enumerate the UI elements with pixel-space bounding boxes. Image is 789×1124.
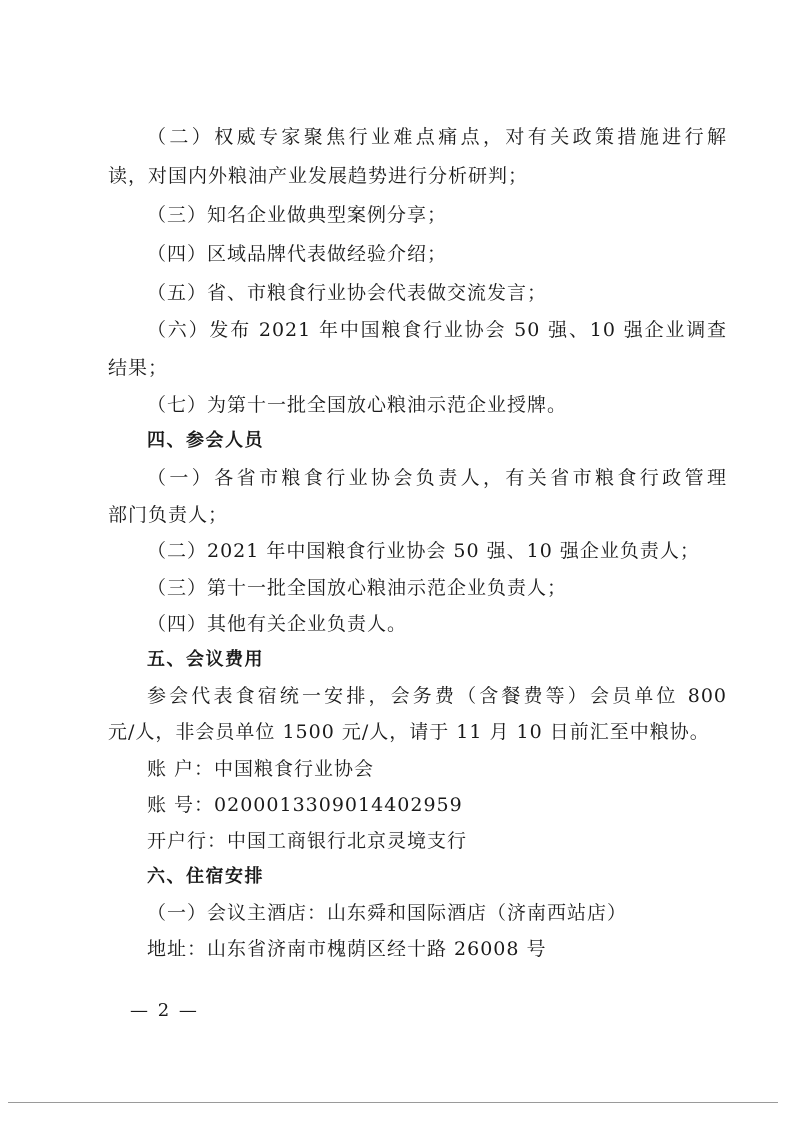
paragraph-line: 读，对国内外粮油产业发展趋势进行分析研判； bbox=[108, 165, 529, 187]
paragraph-line: （六）发布 2021 年中国粮食行业协会 50 强、10 强企业调查 bbox=[147, 319, 727, 341]
paragraph-line: 元/人，非会员单位 1500 元/人，请于 11 月 10 日前汇至中粮协。 bbox=[108, 721, 710, 743]
paragraph-line: （一）会议主酒店：山东舜和国际酒店（济南西站店） bbox=[147, 902, 628, 924]
paragraph-line: （三）知名企业做典型案例分享； bbox=[147, 204, 448, 226]
paragraph-line: （五）省、市粮食行业协会代表做交流发言； bbox=[147, 282, 548, 304]
bank-line: 开户行：中国工商银行北京灵境支行 bbox=[147, 830, 468, 852]
section-heading: 五、会议费用 bbox=[147, 649, 264, 670]
account-number-line: 账 号：0200013309014402959 bbox=[147, 794, 463, 816]
paragraph-line: （二）2021 年中国粮食行业协会 50 强、10 强企业负责人； bbox=[147, 540, 700, 562]
paragraph-line: 结果； bbox=[108, 357, 169, 379]
address-line: 地址：山东省济南市槐荫区经十路 26008 号 bbox=[147, 938, 547, 960]
scan-edge-line bbox=[8, 1102, 778, 1103]
section-heading: 六、住宿安排 bbox=[147, 866, 264, 887]
paragraph-line: （一）各省市粮食行业协会负责人，有关省市粮食行政管理 bbox=[147, 467, 727, 489]
paragraph-line: （四）区域品牌代表做经验介绍； bbox=[147, 243, 448, 265]
paragraph-line: 部门负责人； bbox=[108, 504, 229, 526]
account-name-line: 账 户：中国粮食行业协会 bbox=[147, 758, 375, 780]
paragraph-line: （三）第十一批全国放心粮油示范企业负责人； bbox=[147, 577, 568, 599]
paragraph-line: （二）权威专家聚焦行业难点痛点，对有关政策措施进行解 bbox=[147, 126, 727, 148]
page-number: — 2 — bbox=[130, 1000, 199, 1021]
paragraph-line: （七）为第十一批全国放心粮油示范企业授牌。 bbox=[147, 394, 568, 416]
section-heading: 四、参会人员 bbox=[147, 430, 264, 451]
paragraph-line: （四）其他有关企业负责人。 bbox=[147, 613, 408, 635]
paragraph-line: 参会代表食宿统一安排，会务费（含餐费等）会员单位 800 bbox=[147, 685, 727, 707]
